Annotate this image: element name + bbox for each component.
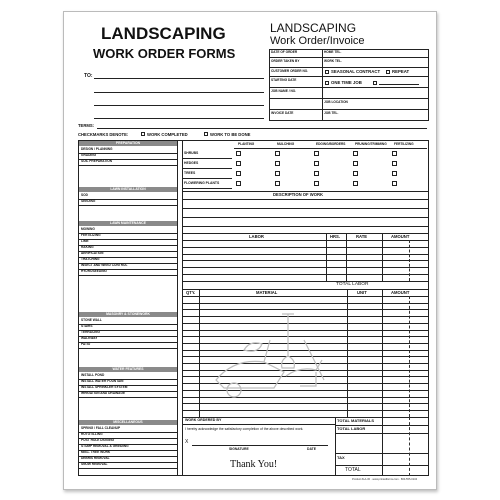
description-header: DESCRIPTION OF WORK (273, 192, 324, 197)
plant-grid-row-label: FLOWERING PLANTS (184, 181, 220, 185)
date-of-order-label: DATE OF ORDER (271, 50, 298, 54)
unit-header: UNIT (357, 290, 367, 295)
plant-grid-column-header: EDGING/BORDERS (316, 142, 346, 146)
plant-grid-column-header: MULCHING (277, 142, 295, 146)
miscellaneous-item: STUMP REMOVAL & GRINDING (81, 444, 129, 449)
masonry-item-line[interactable] (78, 342, 177, 343)
form-title-line1: LANDSCAPING (101, 24, 226, 43)
job-tel-label: JOB TEL. (324, 111, 339, 115)
work-order-form-sheet (63, 11, 437, 490)
lawn-maintenance-item-line[interactable] (78, 239, 177, 240)
material-amount-header: AMOUNT (391, 290, 410, 295)
labor-row-line[interactable] (182, 267, 429, 268)
lawn-maintenance-item: AERIFICATION (81, 251, 104, 256)
one-time-job-checkbox[interactable] (325, 81, 329, 85)
miscellaneous-item: ROTOTILLING (81, 432, 103, 437)
work-ordered-by-label: WORK ORDERED BY (185, 418, 222, 422)
labor-amount-header: AMOUNT (391, 234, 410, 239)
to-line-3[interactable] (94, 105, 264, 106)
plant-grid-checkbox[interactable] (275, 151, 280, 156)
section-header-miscellaneous: MISCELLANEOUS (79, 420, 177, 425)
plant-grid-row-label: TREES (184, 171, 196, 175)
plant-grid-checkbox[interactable] (275, 171, 280, 176)
plant-grid-checkbox[interactable] (314, 151, 319, 156)
water-features-item: INSTALL WATER FOUNTAIN (81, 379, 124, 384)
labor-row-line[interactable] (182, 254, 429, 255)
total-materials-label: TOTAL MATERIALS (337, 418, 375, 423)
labor-row-line[interactable] (182, 247, 429, 248)
date-label: DATE (307, 447, 316, 451)
section-header-preparation: PREPARATION (79, 141, 177, 146)
acknowledgement-text: I hereby acknowledge the satisfactory completion of the above described work. (185, 427, 304, 431)
plant-grid-checkbox[interactable] (353, 171, 358, 176)
masonry-item: WALKWAY (81, 336, 98, 341)
section-header-lawn-maintenance: LAWN MAINTENANCE (79, 221, 177, 226)
plant-grid-column-header: PRUNING/TRIMMING (355, 142, 387, 146)
plant-grid-checkbox[interactable] (392, 151, 397, 156)
section-header-lawn-installation: LAWN INSTALLATION (79, 187, 177, 192)
lawn-installation-item: SOD (81, 193, 88, 198)
bottom-total-labor-label: TOTAL LABOR (337, 426, 366, 431)
other-job-checkbox[interactable] (373, 81, 377, 85)
plant-grid-checkbox[interactable] (275, 181, 280, 186)
water-features-item: INSTALL SPRINKLER SYSTEM (81, 385, 128, 390)
preparation-item: SOIL PREPARATION (81, 159, 112, 164)
job-location-label: JOB LOCATION (324, 100, 348, 104)
grand-total-label: TOTAL (345, 467, 361, 473)
to-line-4[interactable] (94, 118, 264, 119)
plant-grid-checkbox[interactable] (236, 171, 241, 176)
masonry-item: STONE WALL (81, 318, 102, 323)
rate-header: RATE (356, 234, 368, 239)
lawn-maintenance-item: FERTILIZING (81, 233, 101, 238)
labor-row-line[interactable] (182, 274, 429, 275)
water-features-item: IRRIGATION AND DRAINAGE (81, 391, 126, 396)
company-name: LANDSCAPING (270, 21, 357, 35)
terms-label: TERMS: (78, 123, 95, 128)
miscellaneous-item: SPRING / FALL CLEANUP (81, 426, 121, 431)
lawn-maintenance-item: THATCHING (81, 257, 100, 262)
preparation-item: DESIGN / PLANNING (81, 147, 113, 152)
signature-label: SIGNATURE (229, 447, 249, 451)
plant-grid-checkbox[interactable] (392, 161, 397, 166)
plant-grid-checkbox[interactable] (314, 161, 319, 166)
lawn-installation-item-line[interactable] (78, 205, 177, 206)
hrs-header: HRS. (330, 234, 341, 239)
work-completed-label: WORK COMPLETED (147, 132, 188, 137)
one-time-job-label: ONE TIME JOB (331, 80, 362, 85)
home-tel-label: HOME TEL. (324, 50, 342, 54)
material-row-line[interactable] (182, 403, 429, 404)
checkmarks-label: CHECKMARKS DENOTE: (78, 132, 129, 137)
plant-grid-checkbox[interactable] (353, 151, 358, 156)
masonry-item: STAIRS (81, 324, 93, 329)
seasonal-contract-checkbox[interactable] (325, 70, 329, 74)
plant-grid-row-label: SHRUBS (184, 151, 199, 155)
lawn-installation-item: SEEDING (81, 199, 96, 204)
other-job-line[interactable] (379, 84, 419, 85)
qty-header: QTY. (186, 290, 196, 295)
material-header: MATERIAL (256, 290, 278, 295)
lawn-maintenance-item: INSECT AND WEED CONTROL (81, 263, 128, 268)
order-taken-by-label: ORDER TAKEN BY (271, 59, 300, 63)
garden-tools-watermark-icon (204, 310, 334, 402)
plant-grid-checkbox[interactable] (236, 181, 241, 186)
labor-header: LABOR (249, 234, 264, 239)
repeat-checkbox[interactable] (386, 70, 390, 74)
labor-row-line[interactable] (182, 260, 429, 261)
job-name-label: JOB NAME / NO. (271, 89, 297, 93)
preparation-item-line[interactable] (78, 165, 177, 166)
plant-grid-checkbox[interactable] (314, 181, 319, 186)
plant-grid-column-header: PLANTING (238, 142, 255, 146)
work-tel-label: WORK TEL. (324, 59, 342, 63)
to-label: TO: (84, 73, 93, 79)
miscellaneous-item: POST HOLE DIGGING (81, 438, 115, 443)
lawn-maintenance-item: HYDROSEEDING (81, 269, 107, 274)
description-line-3[interactable] (182, 226, 429, 227)
lawn-maintenance-item: LIME (81, 239, 89, 244)
customer-order-no-label: CUSTOMER ORDER NO. (271, 69, 309, 73)
repeat-label: REPEAT (392, 69, 410, 74)
total-labor-label: TOTAL LABOR (336, 282, 369, 287)
miscellaneous-item: MISC. TREE WORK (81, 450, 111, 455)
plant-grid-checkbox[interactable] (353, 161, 358, 166)
work-completed-key-box (141, 132, 145, 136)
terms-line[interactable] (97, 128, 427, 129)
miscellaneous-item: SNOW REMOVAL (81, 462, 108, 467)
to-line-2[interactable] (94, 92, 264, 93)
invoice-date-label: INVOICE DATE (271, 111, 294, 115)
plant-grid-checkbox[interactable] (392, 181, 397, 186)
plant-grid-row-label: HEDGES (184, 161, 199, 165)
lawn-maintenance-item: MOWING (81, 227, 95, 232)
water-features-item: INSTALL POND (81, 373, 105, 378)
work-to-be-done-key-box (204, 132, 208, 136)
water-features-item-line[interactable] (78, 397, 177, 398)
material-row-line[interactable] (182, 303, 429, 304)
tax-label: TAX (337, 455, 345, 460)
plant-grid-checkbox[interactable] (236, 161, 241, 166)
masonry-item-line[interactable] (78, 324, 177, 325)
plant-grid-checkbox[interactable] (314, 171, 319, 176)
plant-grid-column-header: FERTILIZING (394, 142, 414, 146)
signature-x-mark: X (185, 439, 189, 445)
document-type: Work Order/Invoice (270, 35, 365, 47)
seasonal-contract-label: SEASONAL CONTRACT (331, 69, 381, 74)
plant-grid-checkbox[interactable] (353, 181, 358, 186)
footer-note: Product #LA-30 · www.printedforms.com · 800-555-0134 (352, 478, 418, 481)
miscellaneous-item-line[interactable] (78, 468, 177, 469)
lawn-maintenance-item: RAKING (81, 245, 94, 250)
material-row-line[interactable] (182, 410, 429, 411)
preparation-item: GRADING (81, 153, 97, 158)
section-header-masonry: MASONRY & STONEWORK (79, 312, 177, 317)
plant-grid-checkbox[interactable] (275, 161, 280, 166)
masonry-item-line[interactable] (78, 348, 177, 349)
miscellaneous-item: DEBRIS REMOVAL (81, 456, 110, 461)
plant-grid-checkbox[interactable] (392, 171, 397, 176)
plant-grid-checkbox[interactable] (236, 151, 241, 156)
description-line-1[interactable] (182, 208, 429, 209)
thank-you-text: Thank You! (230, 459, 278, 470)
masonry-item: TERRACING (81, 330, 100, 335)
masonry-item: PATIO (81, 342, 91, 347)
description-line-2[interactable] (182, 217, 429, 218)
to-line-1[interactable] (94, 78, 264, 79)
signature-line[interactable] (192, 445, 328, 446)
work-to-be-done-label: WORK TO BE DONE (210, 132, 251, 137)
lawn-maintenance-item-line[interactable] (78, 275, 177, 276)
section-header-water-features: WATER FEATURES (79, 367, 177, 372)
form-title-line2: WORK ORDER FORMS (93, 46, 236, 61)
starting-date-label: STARTING DATE (271, 78, 297, 82)
